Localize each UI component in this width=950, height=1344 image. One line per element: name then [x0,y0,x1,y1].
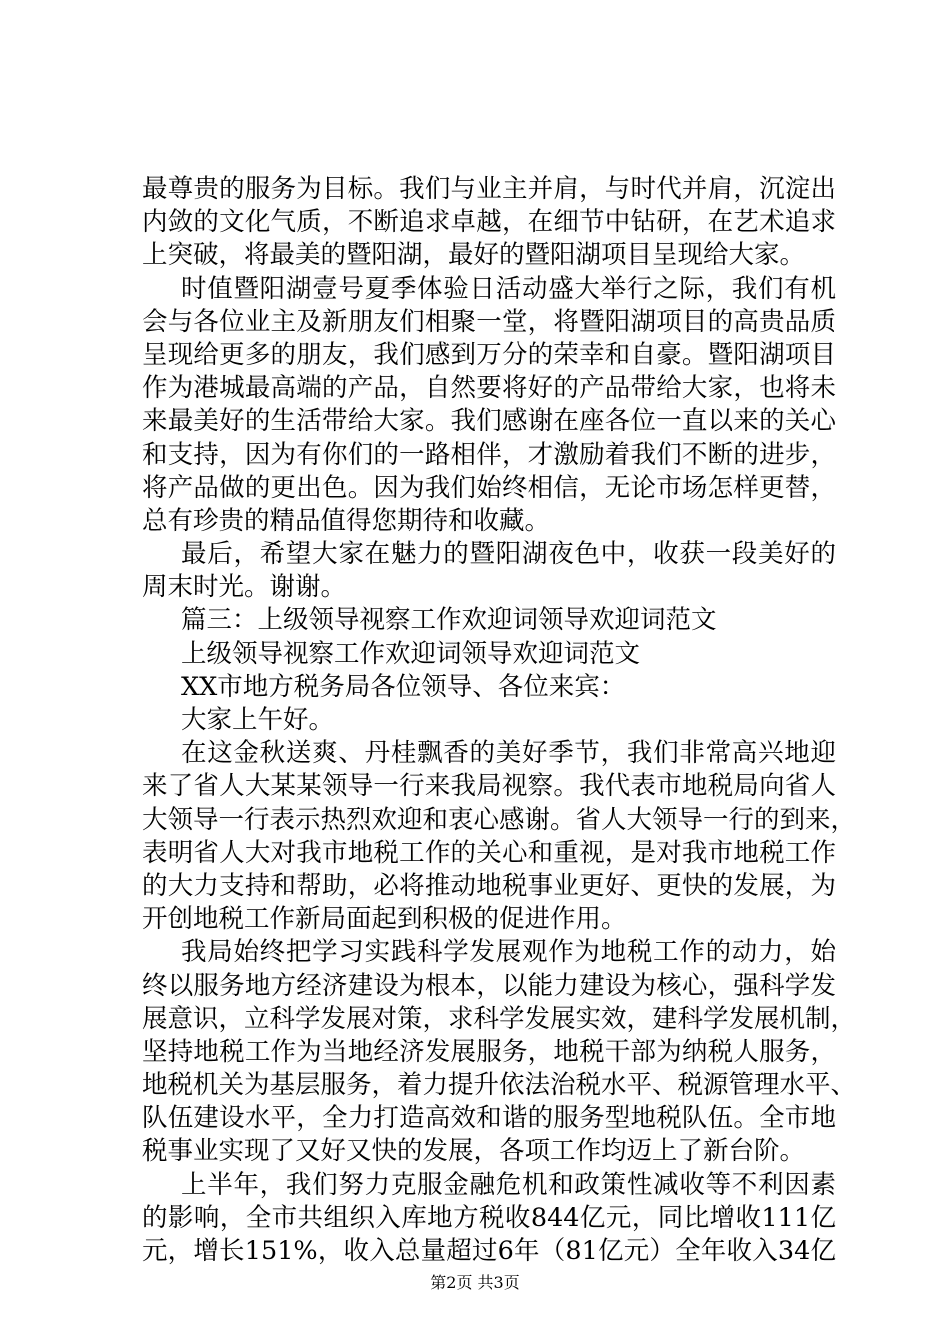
text-line: 来最美好的生活带给大家。我们感谢在座各位一直以来的关心 [142,406,836,437]
text-line: 大领导一行表示热烈欢迎和衷心感谢。省人大领导一行的到来， [142,804,857,835]
text-line: 内敛的文化气质，不断追求卓越，在细节中钻研，在艺术追求 [142,207,836,238]
text-line: 呈现给更多的朋友，我们感到万分的荣幸和自豪。暨阳湖项目 [142,339,836,370]
document-body [142,173,857,1268]
document-title: 上级领导视察工作欢迎词领导欢迎词范文 [181,638,641,669]
section-heading: 篇三：上级领导视察工作欢迎词领导欢迎词范文 [181,605,717,636]
text-line: 税事业实现了又好又快的发展，各项工作均迈上了新台阶。 [142,1136,806,1167]
text-line: 最后，希望大家在魅力的暨阳湖夜色中，收获一段美好的 [181,539,836,570]
text-line: 展意识，立科学发展对策，求科学发展实效，建科学发展机制， [142,1003,857,1034]
page-number-footer: 第2页 共3页 [430,1273,520,1292]
text-line: 上突破，将最美的暨阳湖，最好的暨阳湖项目呈现给大家。 [142,240,806,271]
text-line: 元，增长151%，收入总量超过6年（81亿元）全年收入34亿 [142,1236,836,1266]
text-line: 表明省人大对我市地税工作的关心和重视，是对我市地税工作 [142,837,836,868]
text-line: 的影响，全市共组织入库地方税收844亿元，同比增收111亿 [142,1202,836,1233]
text-line: 和支持，因为有你们的一路相伴，才激励着我们不断的进步， [142,439,836,470]
text-line: 的大力支持和帮助，必将推动地税事业更好、更快的发展，为 [142,870,836,901]
text-line: 上半年，我们努力克服金融危机和政策性减收等不利因素 [181,1169,836,1200]
greeting: 大家上午好。 [181,705,335,735]
text-line: 来了省人大某某领导一行来我局视察。我代表市地税局向省人 [142,771,836,802]
text-line: 在这金秋送爽、丹桂飘香的美好季节，我们非常高兴地迎 [181,738,836,769]
salutation: XX市地方税务局各位领导、各位来宾： [181,671,626,702]
text-line: 总有珍贵的精品值得您期待和收藏。 [142,505,551,536]
text-line: 开创地税工作新局面起到积极的促进作用。 [142,904,627,935]
text-line: 将产品做的更出色。因为我们始终相信，无论市场怎样更替， [142,472,836,503]
text-line: 坚持地税工作为当地经济发展服务，地税干部为纳税人服务， [142,1036,836,1067]
text-line: 会与各位业主及新朋友们相聚一堂，将暨阳湖项目的高贵品质 [142,306,836,337]
text-line: 时值暨阳湖壹号夏季体验日活动盛大举行之际，我们有机 [181,273,836,304]
text-line: 作为港城最高端的产品，自然要将好的产品带给大家，也将未 [142,373,836,404]
text-line: 最尊贵的服务为目标。我们与业主并肩，与时代并肩，沉淀出 [142,174,836,204]
text-line: 周末时光。谢谢。 [142,572,347,603]
text-line: 终以服务地方经济建设为根本，以能力建设为核心，强科学发 [142,970,836,1001]
text-line: 我局始终把学习实践科学发展观作为地税工作的动力，始 [181,937,836,968]
text-line: 队伍建设水平，全力打造高效和谐的服务型地税队伍。全市地 [142,1103,836,1134]
text-line: 地税机关为基层服务，着力提升依法治税水平、税源管理水平、 [142,1070,857,1101]
